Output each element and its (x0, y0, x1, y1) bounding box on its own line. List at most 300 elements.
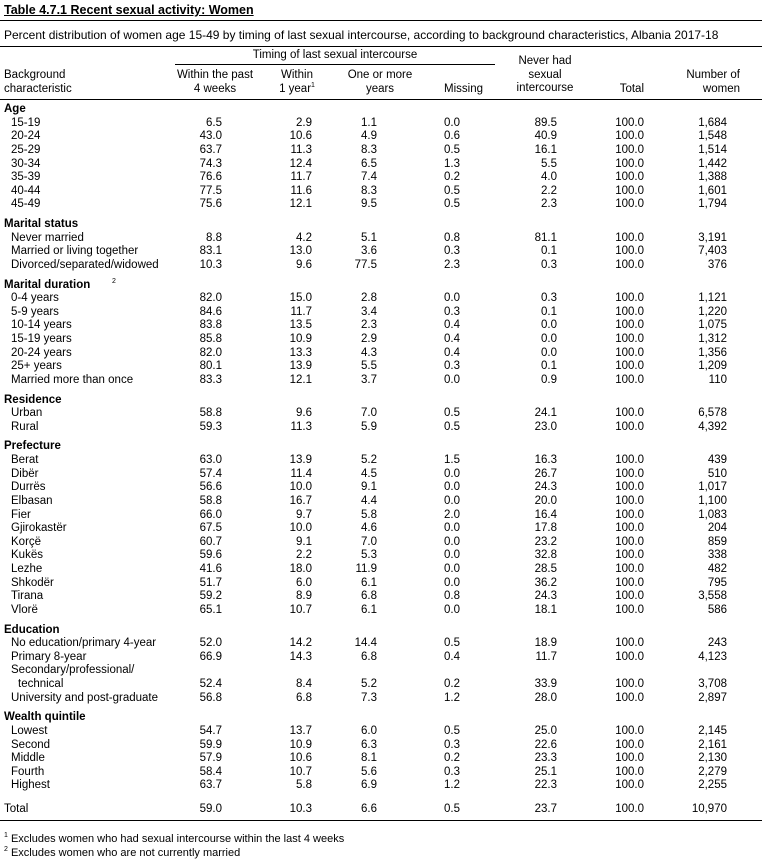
table-row (0, 347, 762, 361)
cell-one-or-more-years: 4.5 (361, 467, 377, 480)
cell-one-or-more-years: 9.5 (361, 198, 377, 211)
cell-total: 100.0 (615, 535, 644, 548)
header-never-had-intercourse (500, 55, 590, 96)
table-row (0, 468, 762, 482)
row-label: 20-24 (11, 130, 41, 143)
cell-total: 100.0 (615, 319, 644, 332)
cell-within-1-year: 13.9 (289, 360, 312, 373)
header-never-line1: Never had (518, 55, 572, 67)
cell-never-had-intercourse: 22.6 (534, 738, 557, 751)
table-row (0, 549, 762, 563)
cell-number-of-women: 1,601 (698, 184, 727, 197)
cell-never-had-intercourse: 0.0 (541, 346, 557, 359)
cell-within-1-year: 11.7 (290, 305, 312, 318)
cell-within-4-weeks: 10.3 (199, 258, 222, 271)
cell-total: 100.0 (615, 691, 644, 704)
cell-total: 100.0 (615, 522, 644, 535)
cell-total: 100.0 (615, 157, 644, 170)
header-within-1-year (262, 69, 332, 96)
cell-number-of-women: 1,442 (698, 157, 727, 170)
header-one-or-more-years (330, 69, 430, 96)
cell-total: 100.0 (615, 563, 644, 575)
row-label: Married more than once (11, 373, 134, 386)
cell-number-of-women: 586 (707, 603, 727, 616)
cell-within-1-year: 16.7 (289, 494, 312, 507)
row-label: Urban (11, 407, 43, 420)
cell-one-or-more-years: 77.5 (354, 258, 377, 271)
table-subtitle: Percent distribution of women age 15-49 by timing of last sexual intercourse, according to background characteristics, Albania 2017-18 (4, 28, 719, 42)
cell-missing: 0.5 (444, 803, 460, 815)
cell-total: 100.0 (615, 245, 644, 258)
header-within-1-year-line1: Within (281, 69, 313, 81)
cell-within-4-weeks: 83.3 (199, 373, 222, 386)
table-title: Table 4.7.1 Recent sexual activity: Women (4, 3, 254, 17)
table-row (0, 333, 762, 347)
cell-number-of-women: 1,075 (698, 319, 727, 332)
cell-within-1-year: 10.6 (289, 752, 312, 765)
cell-total: 100.0 (615, 454, 644, 466)
section-label: Residence (4, 393, 62, 406)
cell-within-4-weeks: 82.0 (199, 346, 222, 359)
cell-number-of-women: 795 (707, 576, 727, 589)
section-header-row (0, 440, 762, 454)
table-row (0, 577, 762, 591)
cell-number-of-women: 376 (707, 258, 727, 271)
cell-one-or-more-years: 6.0 (361, 724, 377, 737)
cell-one-or-more-years: 3.4 (361, 305, 377, 318)
cell-within-1-year: 10.7 (289, 765, 312, 778)
cell-one-or-more-years: 7.0 (361, 407, 377, 420)
cell-within-1-year: 12.4 (289, 157, 312, 170)
section-header-row (0, 624, 762, 638)
cell-number-of-women: 510 (707, 467, 727, 480)
cell-missing: 0.5 (444, 637, 460, 650)
cell-one-or-more-years: 4.6 (361, 522, 377, 535)
footnote-1-mark: 1 (4, 832, 8, 840)
table-row (0, 198, 762, 212)
cell-missing: 0.4 (444, 650, 460, 663)
cell-within-4-weeks: 75.6 (199, 198, 222, 211)
cell-within-4-weeks: 65.1 (199, 603, 222, 616)
table-row (0, 232, 762, 246)
cell-one-or-more-years: 4.4 (361, 494, 377, 507)
cell-total: 100.0 (615, 198, 644, 211)
cell-never-had-intercourse: 17.8 (534, 522, 557, 535)
cell-within-4-weeks: 80.1 (199, 360, 222, 373)
row-label: 45-49 (11, 198, 41, 211)
cell-never-had-intercourse: 23.7 (534, 803, 557, 815)
cell-one-or-more-years: 8.3 (361, 143, 377, 156)
cell-within-1-year: 15.0 (289, 292, 312, 305)
cell-missing: 0.0 (444, 494, 460, 507)
row-label: 5-9 years (11, 305, 59, 318)
table-row (0, 522, 762, 536)
cell-within-4-weeks: 82.0 (199, 292, 222, 305)
header-never-line2: sexual (528, 68, 562, 81)
cell-within-1-year: 18.0 (289, 563, 312, 575)
cell-within-1-year: 12.1 (289, 198, 312, 211)
table-row (0, 117, 762, 131)
cell-number-of-women: 2,161 (698, 738, 727, 751)
cell-within-1-year: 11.4 (290, 467, 312, 480)
cell-number-of-women: 439 (707, 454, 727, 466)
cell-number-of-women: 1,083 (698, 508, 727, 521)
cell-within-1-year: 9.7 (296, 508, 312, 521)
cell-never-had-intercourse: 28.5 (534, 563, 557, 575)
cell-within-1-year: 8.4 (296, 678, 312, 690)
table-row (0, 678, 762, 692)
row-label: Durrës (11, 481, 46, 494)
cell-total: 100.0 (615, 420, 644, 433)
row-label: Fier (11, 508, 31, 521)
footnote-ref-1: 1 (311, 81, 315, 89)
cell-one-or-more-years: 5.1 (361, 231, 377, 244)
header-background-line2: characteristic (4, 82, 72, 95)
header-never-line3: intercourse (516, 82, 574, 95)
cell-total: 100.0 (615, 724, 644, 737)
cell-within-4-weeks: 8.8 (206, 231, 222, 244)
cell-one-or-more-years: 7.0 (361, 535, 377, 548)
table-row (0, 130, 762, 144)
cell-one-or-more-years: 5.3 (361, 549, 377, 562)
cell-missing: 0.2 (444, 678, 460, 690)
cell-number-of-women: 2,130 (698, 752, 727, 765)
cell-within-4-weeks: 77.5 (199, 184, 222, 197)
cell-total: 100.0 (615, 590, 644, 603)
table-row (0, 374, 762, 388)
cell-one-or-more-years: 3.7 (361, 373, 377, 386)
cell-within-4-weeks: 58.8 (199, 407, 222, 420)
footnote-2-mark: 2 (4, 846, 8, 854)
cell-missing: 0.5 (444, 407, 460, 420)
header-one-or-more-line2: years (365, 82, 395, 95)
cell-within-4-weeks: 83.1 (199, 245, 222, 258)
table-row (0, 536, 762, 550)
cell-never-had-intercourse: 0.3 (541, 258, 557, 271)
cell-within-1-year: 11.3 (290, 420, 312, 433)
cell-one-or-more-years: 5.8 (361, 508, 377, 521)
row-label: Primary 8-year (11, 650, 87, 663)
cell-never-had-intercourse: 26.7 (534, 467, 557, 480)
cell-total: 100.0 (615, 258, 644, 271)
cell-within-1-year: 2.9 (296, 116, 312, 129)
cell-one-or-more-years: 8.1 (361, 752, 377, 765)
total-row (0, 803, 762, 817)
cell-missing: 0.5 (444, 184, 460, 197)
cell-within-1-year: 2.2 (296, 549, 312, 562)
cell-number-of-women: 3,708 (698, 678, 727, 690)
row-label: University and post-graduate (11, 691, 159, 704)
cell-number-of-women: 1,514 (698, 143, 727, 156)
cell-number-of-women: 1,220 (698, 305, 727, 318)
cell-never-had-intercourse: 22.3 (534, 779, 557, 792)
cell-missing: 1.2 (444, 691, 460, 704)
cell-never-had-intercourse: 0.1 (541, 305, 557, 318)
cell-total: 100.0 (615, 678, 644, 690)
cell-total: 100.0 (615, 494, 644, 507)
cell-number-of-women: 1,388 (698, 171, 727, 184)
row-label: Second (11, 738, 51, 751)
cell-missing: 0.3 (444, 245, 460, 258)
cell-number-of-women: 204 (707, 522, 727, 535)
cell-number-of-women: 6,578 (698, 407, 727, 420)
cell-number-of-women: 4,123 (698, 650, 727, 663)
cell-missing: 0.4 (444, 333, 460, 345)
row-label: 15-19 years (11, 333, 72, 345)
cell-within-1-year: 10.3 (289, 803, 312, 815)
cell-total: 100.0 (615, 360, 644, 373)
section-label: Marital status (4, 218, 79, 230)
cell-total: 100.0 (615, 171, 644, 184)
table-row (0, 563, 762, 577)
row-label: 15-19 (11, 116, 41, 129)
cell-missing: 0.0 (444, 535, 460, 548)
header-background (4, 69, 72, 96)
table-row (0, 144, 762, 158)
table-row (0, 604, 762, 618)
table-row (0, 292, 762, 306)
table-row (0, 421, 762, 435)
cell-number-of-women: 3,558 (698, 590, 727, 603)
row-label: Rural (11, 420, 39, 433)
cell-missing: 1.2 (444, 779, 460, 792)
cell-never-had-intercourse: 24.1 (534, 407, 557, 420)
cell-number-of-women: 2,279 (698, 765, 727, 778)
cell-within-1-year: 14.3 (289, 650, 312, 663)
cell-within-4-weeks: 66.9 (199, 650, 222, 663)
cell-one-or-more-years: 4.3 (361, 346, 377, 359)
cell-total: 100.0 (615, 407, 644, 420)
cell-never-had-intercourse: 2.2 (541, 184, 557, 197)
cell-total: 100.0 (615, 231, 644, 244)
row-label: No education/primary 4-year (11, 637, 157, 650)
cell-one-or-more-years: 5.6 (361, 765, 377, 778)
cell-total: 100.0 (615, 576, 644, 589)
cell-within-1-year: 13.5 (289, 319, 312, 332)
cell-within-4-weeks: 63.7 (199, 779, 222, 792)
table-row (0, 158, 762, 172)
cell-never-had-intercourse: 0.9 (541, 373, 557, 386)
header-within-4-weeks-line1: Within the past (176, 69, 254, 81)
header-top-rule (0, 46, 762, 47)
cell-never-had-intercourse: 16.3 (534, 454, 557, 466)
cell-number-of-women: 1,356 (698, 346, 727, 359)
cell-number-of-women: 2,255 (698, 779, 727, 792)
header-one-or-more-line1: One or more (347, 69, 413, 81)
table-row (0, 779, 762, 793)
cell-missing: 0.8 (444, 231, 460, 244)
cell-total: 100.0 (615, 292, 644, 305)
row-label: Total (4, 803, 29, 815)
cell-total: 100.0 (615, 549, 644, 562)
cell-total: 100.0 (615, 481, 644, 494)
cell-one-or-more-years: 6.9 (361, 779, 377, 792)
cell-within-4-weeks: 51.7 (199, 576, 222, 589)
cell-missing: 0.2 (444, 171, 460, 184)
footnote-1 (4, 833, 344, 845)
cell-within-1-year: 4.2 (296, 231, 312, 244)
cell-never-had-intercourse: 24.3 (534, 590, 557, 603)
cell-within-4-weeks: 56.6 (199, 481, 222, 494)
cell-one-or-more-years: 7.4 (361, 171, 377, 184)
cell-one-or-more-years: 6.1 (361, 603, 377, 616)
cell-missing: 2.3 (444, 258, 460, 271)
cell-missing: 0.4 (444, 319, 460, 332)
row-label: technical (18, 678, 64, 690)
cell-within-4-weeks: 57.9 (199, 752, 222, 765)
cell-one-or-more-years: 5.2 (361, 678, 377, 690)
cell-one-or-more-years: 3.6 (361, 245, 377, 258)
cell-number-of-women: 3,191 (698, 231, 727, 244)
cell-within-4-weeks: 43.0 (199, 130, 222, 143)
header-within-4-weeks-line2: 4 weeks (193, 82, 237, 95)
cell-one-or-more-years: 2.3 (361, 319, 377, 332)
row-label: Lowest (11, 724, 48, 737)
cell-number-of-women: 1,100 (698, 494, 727, 507)
section-header-row (0, 103, 762, 117)
cell-number-of-women: 1,794 (698, 198, 727, 211)
cell-within-4-weeks: 83.8 (199, 319, 222, 332)
cell-missing: 0.3 (444, 738, 460, 751)
table-row (0, 306, 762, 320)
table-row (0, 637, 762, 651)
table-row (0, 495, 762, 509)
cell-missing: 0.2 (444, 752, 460, 765)
cell-never-had-intercourse: 0.0 (541, 333, 557, 345)
cell-missing: 0.5 (444, 420, 460, 433)
row-label: Never married (11, 231, 84, 244)
cell-never-had-intercourse: 23.0 (534, 420, 557, 433)
cell-one-or-more-years: 1.1 (361, 116, 377, 129)
header-number-of-women (650, 69, 740, 96)
table-body (0, 103, 762, 817)
cell-total: 100.0 (615, 333, 644, 345)
row-label: Divorced/separated/widowed (11, 258, 159, 271)
table-row (0, 454, 762, 468)
cell-total: 100.0 (615, 637, 644, 650)
cell-number-of-women: 482 (707, 563, 727, 575)
table-row (0, 739, 762, 753)
cell-total: 100.0 (615, 130, 644, 143)
cell-never-had-intercourse: 25.1 (534, 765, 557, 778)
section-label: Wealth quintile (4, 711, 86, 724)
cell-total: 100.0 (615, 346, 644, 359)
cell-within-4-weeks: 59.3 (199, 420, 222, 433)
cell-number-of-women: 1,312 (698, 333, 727, 345)
row-label: Shkodër (11, 576, 54, 589)
cell-never-had-intercourse: 11.7 (535, 650, 557, 663)
table-row (0, 664, 762, 678)
row-label: 10-14 years (11, 319, 72, 332)
cell-missing: 0.5 (444, 724, 460, 737)
row-label: Vlorë (11, 603, 38, 616)
row-label: Berat (11, 454, 39, 466)
cell-one-or-more-years: 11.9 (355, 563, 377, 575)
cell-one-or-more-years: 5.5 (361, 360, 377, 373)
cell-within-1-year: 6.8 (296, 691, 312, 704)
cell-one-or-more-years: 6.8 (361, 650, 377, 663)
table-row (0, 407, 762, 421)
cell-missing: 0.0 (444, 563, 460, 575)
cell-within-1-year: 10.9 (289, 738, 312, 751)
cell-within-4-weeks: 57.4 (199, 467, 222, 480)
cell-missing: 0.3 (444, 305, 460, 318)
cell-total: 100.0 (615, 779, 644, 792)
cell-within-4-weeks: 59.9 (199, 738, 222, 751)
cell-within-1-year: 9.6 (296, 407, 312, 420)
cell-within-4-weeks: 63.7 (199, 143, 222, 156)
header-within-1-year-text: 1 year (279, 82, 312, 95)
cell-within-4-weeks: 59.2 (199, 590, 222, 603)
table-row (0, 725, 762, 739)
cell-never-had-intercourse: 18.1 (534, 603, 557, 616)
cell-within-1-year: 10.9 (289, 333, 312, 345)
cell-within-4-weeks: 52.4 (199, 678, 222, 690)
cell-total: 100.0 (615, 803, 644, 815)
cell-number-of-women: 1,209 (698, 360, 727, 373)
cell-never-had-intercourse: 5.5 (541, 157, 557, 170)
row-label: Middle (11, 752, 45, 765)
section-header-row: Marital duration 2 (4, 277, 116, 291)
header-within-4-weeks (165, 69, 265, 96)
cell-never-had-intercourse: 18.9 (534, 637, 557, 650)
cell-total: 100.0 (615, 373, 644, 386)
cell-within-4-weeks: 74.3 (199, 157, 222, 170)
section-header-row (0, 394, 762, 408)
cell-within-1-year: 11.7 (290, 171, 312, 184)
cell-never-had-intercourse: 2.3 (541, 198, 557, 211)
row-label: Secondary/professional/ (11, 664, 135, 677)
cell-one-or-more-years: 6.6 (361, 803, 377, 815)
cell-number-of-women: 10,970 (691, 803, 727, 815)
footnote-2-text: Excludes women who are not currently married (10, 847, 241, 859)
row-label: Fourth (11, 765, 45, 778)
table-row (0, 509, 762, 523)
cell-one-or-more-years: 2.8 (361, 292, 377, 305)
cell-within-4-weeks: 41.6 (199, 563, 222, 575)
header-group-timing: Timing of last sexual intercourse (252, 49, 418, 61)
cell-within-4-weeks: 58.4 (199, 765, 222, 778)
cell-within-1-year: 11.6 (290, 184, 312, 197)
cell-within-4-weeks: 85.8 (199, 333, 222, 345)
table-row (0, 752, 762, 766)
cell-total: 100.0 (615, 467, 644, 480)
cell-never-had-intercourse: 20.0 (534, 494, 557, 507)
cell-total: 100.0 (615, 143, 644, 156)
cell-within-4-weeks: 59.0 (199, 803, 222, 815)
cell-within-1-year: 9.1 (296, 535, 312, 548)
cell-missing: 0.0 (444, 603, 460, 616)
group-underline (175, 64, 495, 65)
cell-within-4-weeks: 63.0 (199, 454, 222, 466)
cell-missing: 2.0 (444, 508, 460, 521)
table-row (0, 171, 762, 185)
row-label: Married or living together (11, 245, 139, 258)
header-number-line1: Number of (686, 69, 740, 81)
cell-number-of-women: 243 (707, 637, 727, 650)
section-label: Marital duration (4, 278, 91, 291)
cell-within-1-year: 6.0 (296, 576, 312, 589)
header-bottom-rule (0, 99, 762, 100)
cell-missing: 0.8 (444, 590, 460, 603)
spacer-row (0, 793, 762, 799)
table-row (0, 766, 762, 780)
cell-within-4-weeks: 52.0 (199, 637, 222, 650)
cell-one-or-more-years: 6.5 (361, 157, 377, 170)
row-label: Highest (11, 779, 50, 792)
cell-within-4-weeks: 84.6 (199, 305, 222, 318)
cell-number-of-women: 1,548 (698, 130, 727, 143)
